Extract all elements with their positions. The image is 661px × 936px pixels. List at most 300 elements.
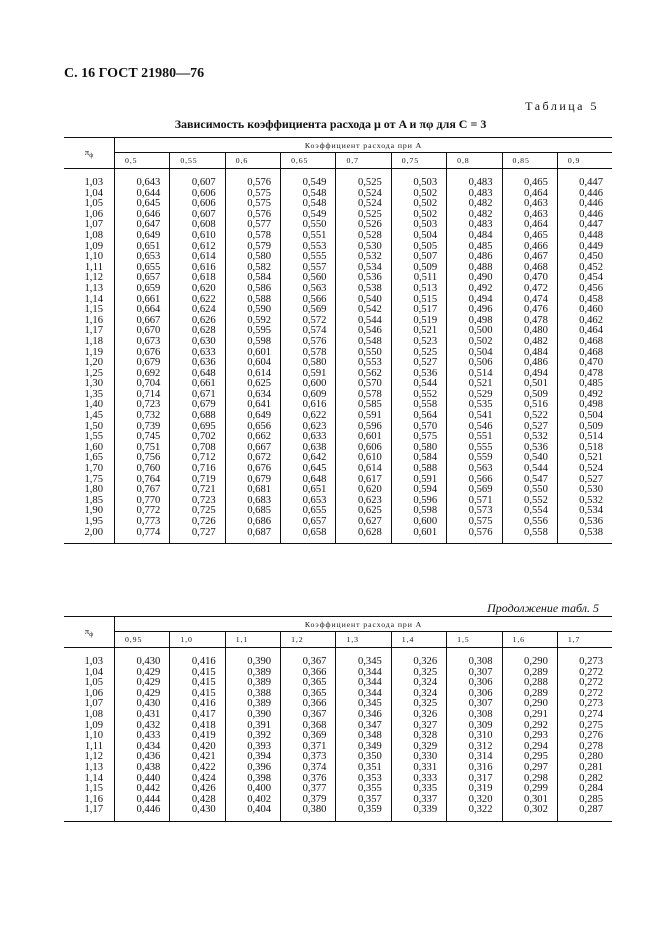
table-cell: 0,627 [336,517,391,528]
spacer-cell [64,816,115,822]
table-cell: 0,625 [225,379,280,390]
table-cell: 0,501 [502,379,557,390]
table-cell: 0,702 [170,432,225,443]
table-cell: 0,288 [502,678,557,689]
table-cell: 0,657 [281,517,336,528]
table-cell: 0,532 [579,494,603,506]
table-cell: 0,566 [281,295,336,306]
table-cell: 0,424 [170,774,225,785]
spacer-cell [391,816,446,822]
row-label: 1,17 [64,326,115,337]
table-cell: 0,536 [579,516,603,527]
table-cell: 0,433 [115,731,170,742]
table-cell: 0,525 [336,210,391,221]
table-cell: 0,449 [579,240,603,252]
spacer-cell [391,538,446,544]
table-row [64,178,612,189]
table-cell: 0,712 [170,453,225,464]
table-cell: 0,608 [170,220,225,231]
row-header-subscript: ф [89,632,94,638]
table-cell: 0,478 [579,367,603,379]
table-cell: 0,521 [447,379,502,390]
row-label: 1,17 [64,805,115,816]
table-cell: 0,391 [225,721,280,732]
table-cell: 0,532 [502,432,557,443]
table-cell: 0,656 [225,422,280,433]
spacer-cell [336,538,391,544]
table-cell: 0,527 [391,358,446,369]
row-label: 1,30 [64,379,115,390]
table-cell: 0,679 [115,358,170,369]
table-cell: 0,344 [336,678,391,689]
table-cell: 0,484 [447,231,502,242]
table-cell: 0,345 [336,657,391,668]
table-cell: 0,463 [502,210,557,221]
table-cell: 0,725 [170,506,225,517]
table-cell: 0,273 [579,698,603,710]
table-cell: 0,468 [579,335,603,347]
table-cell: 0,620 [170,284,225,295]
table-row [64,231,612,242]
table-cell: 0,431 [115,710,170,721]
table-cell: 0,478 [502,316,557,327]
column-header: 1,0 [170,632,225,648]
table-cell: 0,446 [579,208,603,220]
table-cell: 0,502 [391,199,446,210]
column-header: 0,55 [170,153,225,169]
table-cell: 0,281 [579,761,603,773]
table-cell: 0,558 [502,528,557,539]
table-cell: 0,416 [170,657,225,668]
table-cell: 0,285 [579,793,603,805]
table-cell: 0,555 [281,252,336,263]
table-cell: 0,284 [579,783,603,795]
table-cell: 0,546 [447,422,502,433]
table-cell: 0,294 [502,742,557,753]
table-cell: 0,548 [281,189,336,200]
row-label: 1,95 [64,517,115,528]
table-cell: 0,601 [336,432,391,443]
table-cell: 0,601 [391,528,446,539]
table-cell: 0,317 [447,774,502,785]
table-cell: 0,392 [225,731,280,742]
table-cell: 0,337 [391,795,446,806]
table-cell: 0,563 [447,464,502,475]
table-cell: 0,569 [447,485,502,496]
table-cell: 0,606 [170,189,225,200]
column-header: 0,6 [225,153,280,169]
row-label: 1,16 [64,316,115,327]
row-label: 1,05 [64,678,115,689]
table-cell: 0,335 [391,784,446,795]
table-cell: 0,676 [115,348,170,359]
table-cell: 0,299 [502,784,557,795]
table-cell: 0,646 [115,210,170,221]
table-cell: 0,704 [115,379,170,390]
table-cell: 0,486 [447,252,502,263]
table-cell: 0,760 [115,464,170,475]
table-cell: 0,306 [447,689,502,700]
table-cell: 0,636 [170,358,225,369]
row-label: 1,09 [64,721,115,732]
table-cell: 0,416 [170,699,225,710]
table-cell: 0,534 [336,263,391,274]
table-cell: 0,415 [170,689,225,700]
table-row [64,763,612,774]
row-label: 1,03 [64,178,115,189]
table-cell: 0,344 [336,689,391,700]
table-cell: 0,319 [447,784,502,795]
table-cell: 0,609 [281,390,336,401]
table-cell: 0,614 [225,369,280,380]
table-cell: 0,368 [281,721,336,732]
table-cell: 0,606 [170,199,225,210]
table-cell: 0,470 [579,357,603,369]
table-cell: 0,658 [281,528,336,539]
table-cell: 0,546 [336,326,391,337]
row-label: 1,13 [64,763,115,774]
table-cell: 0,530 [579,484,603,496]
table-cell: 0,289 [502,689,557,700]
table-cell: 0,549 [281,210,336,221]
table-cell: 0,326 [391,710,446,721]
table-cell: 0,732 [115,411,170,422]
row-label: 1,06 [64,689,115,700]
table-cell: 0,458 [579,293,603,305]
table-cell: 0,462 [579,314,603,326]
table-cell: 0,584 [225,273,280,284]
row-label: 1,60 [64,443,115,454]
table-cell: 0,607 [170,178,225,189]
spacer-cell [281,816,336,822]
row-label: 1,55 [64,432,115,443]
table-cell: 0,572 [281,316,336,327]
table-cell: 0,536 [336,273,391,284]
table-cell: 0,327 [391,721,446,732]
table-cell: 0,727 [170,528,225,539]
table-cell: 0,468 [579,346,603,358]
table-row [64,805,612,816]
table-cell: 0,429 [115,668,170,679]
column-header: 1,7 [557,632,612,648]
table-cell: 0,367 [281,657,336,668]
table-cell: 0,756 [115,453,170,464]
table-cell: 0,426 [170,784,225,795]
table-cell: 0,393 [225,742,280,753]
row-label: 1,25 [64,369,115,380]
table-row [64,710,612,721]
table-cell: 0,344 [336,668,391,679]
column-group-title: Коэффициент расхода при A [115,617,613,632]
table-cell: 0,290 [502,699,557,710]
table-row [64,337,612,348]
table-cell: 0,504 [447,348,502,359]
column-group-title: Коэффициент расхода при A [115,138,613,153]
table-cell: 0,726 [170,517,225,528]
table-cell: 0,643 [115,178,170,189]
table-row [64,284,612,295]
table-cell: 0,688 [170,411,225,422]
table-cell: 0,389 [225,699,280,710]
table-cell: 0,739 [115,422,170,433]
column-header: 1,3 [336,632,391,648]
table-cell: 0,622 [281,411,336,422]
table-cell: 0,657 [115,273,170,284]
table-cell: 0,601 [225,348,280,359]
spacer-cell [447,816,502,822]
table-cell: 0,523 [391,337,446,348]
column-header: 0,85 [502,153,557,169]
table-cell: 0,492 [579,388,603,400]
table-cell: 0,307 [447,699,502,710]
table-cell: 0,610 [336,453,391,464]
column-header: 1,1 [225,632,280,648]
table-cell: 0,595 [225,326,280,337]
table-cell: 0,502 [391,189,446,200]
table-cell: 0,596 [391,496,446,507]
table-cell: 0,348 [336,731,391,742]
table-cell: 0,519 [391,316,446,327]
table-cell: 0,534 [579,505,603,517]
table-cell: 0,591 [336,411,391,422]
table-cell: 0,419 [170,731,225,742]
table-cell: 0,345 [336,699,391,710]
table-cell: 0,579 [225,242,280,253]
column-header: 0,65 [281,153,336,169]
table-cell: 0,745 [115,432,170,443]
table-cell: 0,326 [391,657,446,668]
table-cell: 0,661 [115,295,170,306]
table-cell: 0,420 [170,742,225,753]
row-label: 1,07 [64,220,115,231]
spacer-cell [502,816,557,822]
table-cell: 0,614 [336,464,391,475]
table-cell: 0,302 [502,805,557,816]
table-cell: 0,764 [115,475,170,486]
spacer-cell [225,816,280,822]
row-label: 1,85 [64,496,115,507]
table-cell: 0,620 [336,485,391,496]
table-cell: 0,548 [336,337,391,348]
table-cell: 0,687 [225,528,280,539]
table-cell: 0,290 [502,657,557,668]
table-cell: 0,570 [391,422,446,433]
table-cell: 0,575 [447,517,502,528]
table-cell: 0,590 [225,305,280,316]
table-cell: 0,415 [170,678,225,689]
table-cell: 0,517 [391,305,446,316]
table-cell: 0,374 [281,763,336,774]
table-cell: 0,524 [579,463,603,475]
table-cell: 0,576 [447,528,502,539]
table-cell: 0,490 [447,273,502,284]
table-cell: 0,463 [502,199,557,210]
table-cell: 0,429 [115,678,170,689]
table-cell: 0,634 [225,390,280,401]
row-label: 1,04 [64,189,115,200]
table-cell: 0,389 [225,668,280,679]
table-cell: 0,276 [579,730,603,742]
table-cell: 0,649 [115,231,170,242]
table-cell: 0,524 [336,189,391,200]
table-cell: 0,551 [447,432,502,443]
table-cell: 0,273 [579,656,603,667]
table-cell: 0,641 [225,400,280,411]
table-cell: 0,591 [391,475,446,486]
table-cell: 0,570 [336,379,391,390]
spacer-cell [115,816,170,822]
table-cell: 0,708 [170,443,225,454]
row-label: 1,08 [64,231,115,242]
table-cell: 0,618 [170,273,225,284]
table-cell: 0,576 [225,210,280,221]
table-cell: 0,516 [502,400,557,411]
table-cell: 0,450 [579,251,603,263]
column-header-row [64,153,612,169]
table-cell: 0,614 [170,252,225,263]
table-row [64,657,612,668]
table-cell: 0,505 [391,242,446,253]
table-cell: 0,723 [170,496,225,507]
spacer-cell [225,538,280,544]
table-cell: 0,272 [579,666,603,678]
table-cell: 0,644 [115,189,170,200]
table-cell: 0,350 [336,752,391,763]
table-cell: 0,400 [225,784,280,795]
table-cell: 0,553 [336,358,391,369]
table-cell: 0,653 [281,496,336,507]
row-label: 1,20 [64,358,115,369]
table-cell: 0,558 [391,400,446,411]
row-label: 1,11 [64,263,115,274]
table-cell: 0,444 [115,795,170,806]
table-cell: 0,316 [447,763,502,774]
table-cell: 0,298 [502,774,557,785]
table-cell: 0,557 [281,263,336,274]
table-cell: 0,591 [281,369,336,380]
table-bottom-rule [64,816,612,822]
table-cell: 0,324 [391,689,446,700]
table-cell: 0,282 [579,772,603,784]
table-cell: 0,507 [391,252,446,263]
row-label: 1,12 [64,273,115,284]
table-cell: 0,480 [502,326,557,337]
row-header-subscript: ф [89,153,94,159]
table-row [64,517,612,528]
table-cell: 0,648 [170,369,225,380]
table-cell: 0,418 [170,721,225,732]
table-cell: 0,289 [502,668,557,679]
table-cell: 0,448 [579,229,603,241]
row-label: 2,00 [64,528,115,539]
table-cell: 0,600 [281,379,336,390]
table-cell: 0,502 [391,210,446,221]
table-cell: 0,331 [391,763,446,774]
table-cell: 0,498 [579,399,603,411]
table-cell: 0,287 [579,804,603,816]
table-number: Таблица 5 [525,99,599,113]
table-cell: 0,470 [502,273,557,284]
table-cell: 0,526 [336,220,391,231]
table-cell: 0,504 [391,231,446,242]
table-cell: 0,293 [502,731,557,742]
table-cell: 0,428 [170,795,225,806]
row-label: 1,18 [64,337,115,348]
table-cell: 0,295 [502,752,557,763]
spacer-cell [447,538,502,544]
table-cell: 0,564 [391,411,446,422]
table-cell: 0,349 [336,742,391,753]
table-cell: 0,376 [281,774,336,785]
table-cell: 0,379 [281,795,336,806]
row-label: 1,04 [64,668,115,679]
table-cell: 0,606 [336,443,391,454]
table-cell: 0,624 [170,305,225,316]
row-header-symbol: π [84,147,90,157]
table-cell: 0,486 [502,358,557,369]
row-label: 1,90 [64,506,115,517]
table-cell: 0,482 [502,337,557,348]
table-cell: 0,716 [170,464,225,475]
table-cell: 0,576 [281,337,336,348]
table-cell: 0,685 [225,506,280,517]
table-cell: 0,671 [170,390,225,401]
spacer-cell [557,538,612,544]
table-cell: 0,770 [115,496,170,507]
table-cell: 0,577 [225,220,280,231]
table-cell: 0,494 [447,295,502,306]
row-label: 1,14 [64,295,115,306]
table-cell: 0,542 [336,305,391,316]
table-cell: 0,275 [579,719,603,731]
table-cell: 0,447 [579,219,603,231]
table-cell: 0,664 [115,305,170,316]
table-cell: 0,585 [336,400,391,411]
table-cell: 0,422 [170,763,225,774]
table-cell: 0,390 [225,657,280,668]
spacer-cell [557,816,612,822]
table-cell: 0,398 [225,774,280,785]
table-cell: 0,721 [170,485,225,496]
table-cell: 0,394 [225,752,280,763]
table-cell: 0,598 [391,506,446,517]
column-header: 0,8 [447,153,502,169]
table-cell: 0,638 [281,443,336,454]
table-cell: 0,774 [115,528,170,539]
table-cell: 0,464 [502,220,557,231]
table-cell: 0,514 [579,431,603,443]
row-label: 1,07 [64,699,115,710]
table-cell: 0,625 [336,506,391,517]
row-label: 1,12 [64,752,115,763]
row-header-symbol: π [84,626,90,636]
table-cell: 0,468 [502,263,557,274]
row-label: 1,14 [64,774,115,785]
table-cell: 0,622 [170,295,225,306]
table-cell: 0,623 [281,422,336,433]
table-cell: 0,569 [281,305,336,316]
row-label: 1,06 [64,210,115,221]
header-row [64,617,612,632]
table-cell: 0,679 [170,400,225,411]
table-cell: 0,552 [502,496,557,507]
table-cell: 0,484 [502,348,557,359]
table-cell: 0,529 [447,390,502,401]
header-row [64,138,612,153]
row-header-cell [64,138,115,169]
table-cell: 0,580 [391,443,446,454]
table-cell: 0,446 [579,198,603,210]
